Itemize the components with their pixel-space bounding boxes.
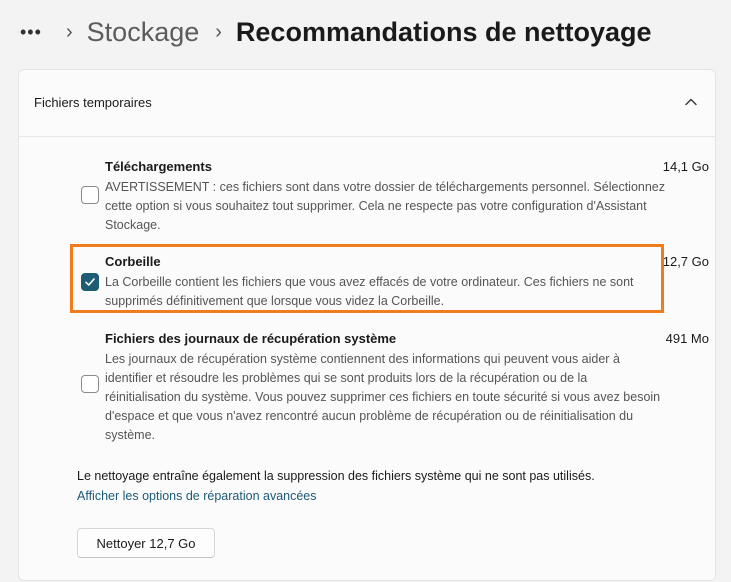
item-description: Les journaux de récupération système contiennent des informations qui peuvent vous aider à identifier et résoudre les problèmes qui se sont produits lors de la récupération ou de la réinitialisation du système. Vous pouvez supprimer ces fichiers en toute sécurité si vous avez besoin d'espace et que vous n'avez rencontré aucun problème de récupération ou de réinitialisation du système. — [105, 352, 661, 442]
cleanup-note: Le nettoyage entraîne également la suppression des fichiers système qui ne sont pas utilisés. — [77, 469, 595, 483]
recycle-bin-checkbox[interactable] — [81, 273, 99, 291]
item-name: Corbeille — [105, 254, 161, 269]
chevron-up-icon[interactable] — [681, 92, 701, 112]
page-title: Recommandations de nettoyage — [235, 16, 652, 47]
item-size: 14,1 Go — [662, 159, 709, 174]
recovery-logs-checkbox[interactable] — [81, 375, 99, 393]
chevron-right-icon: › — [215, 20, 222, 43]
advanced-repair-options-link[interactable]: Afficher les options de réparation avancées — [77, 489, 317, 503]
item-description: La Corbeille contient les fichiers que vous avez effacés de votre ordinateur. Ces fichiers ne sont supprimés définitivement que lorsque vous videz la Corbeille. — [105, 275, 634, 308]
downloads-checkbox[interactable] — [81, 186, 99, 204]
list-item-downloads — [69, 159, 709, 232]
item-description: AVERTISSEMENT : ces fichiers sont dans votre dossier de téléchargements personnel. Sélectionnez cette option si vous souhaitez tout supprimer. Cela ne respecte pas votre configuration d'Assistant Stockage. — [105, 180, 665, 232]
breadcrumb — [20, 12, 652, 52]
item-name: Téléchargements — [105, 159, 212, 174]
more-options-button[interactable]: ••• — [20, 21, 42, 42]
chevron-right-icon: › — [66, 20, 73, 43]
item-size: 491 Mo — [665, 331, 709, 346]
item-size: 12,7 Go — [662, 254, 709, 269]
section-header[interactable] — [19, 70, 715, 137]
temporary-files-card — [18, 69, 716, 581]
section-title: Fichiers temporaires — [34, 95, 152, 110]
checkmark-icon — [84, 276, 96, 288]
breadcrumb-parent-link[interactable]: Stockage — [86, 16, 200, 47]
list-item-recycle-bin — [69, 254, 709, 308]
list-item-recovery-logs — [69, 331, 709, 442]
item-name: Fichiers des journaux de récupération système — [105, 331, 397, 346]
clean-button[interactable]: Nettoyer 12,7 Go — [77, 528, 215, 558]
